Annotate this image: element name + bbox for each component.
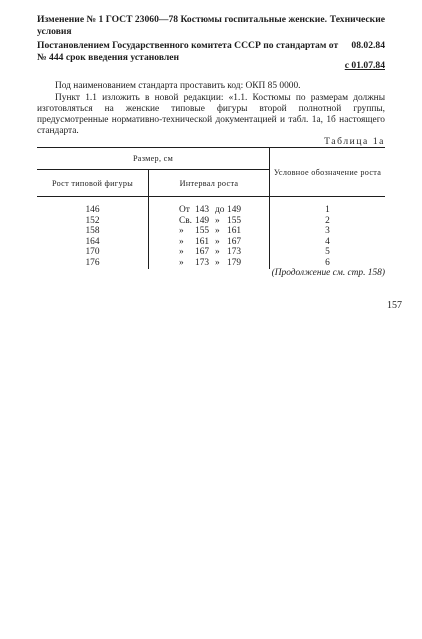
cell-height: 152: [37, 216, 149, 227]
header-height-code: Условное обозначение роста: [270, 148, 386, 197]
table-row: [37, 247, 385, 258]
interval-to: 161: [227, 226, 242, 237]
table-title: Таблица 1а: [324, 137, 385, 147]
paragraph-clause-text: Пункт 1.1 изложить в новой редакции: «1.1. Костюмы по размерам должны изготовляться на женские типовые фигуры второй полнотной группы, предусмотренные нормативно-технической документацией и табл. 1а, 1б настоящего стандарта.: [37, 92, 385, 137]
cell-code: 1: [270, 205, 386, 216]
interval-prefix: »: [179, 247, 184, 258]
interval-to: 149: [227, 205, 242, 215]
interval-sep: »: [215, 257, 220, 268]
cell-interval: [149, 205, 270, 216]
table-row: [37, 216, 385, 227]
interval-from: 173: [195, 257, 210, 268]
cell-height: 146: [37, 205, 149, 216]
interval-from: 167: [195, 247, 210, 258]
interval-to: 155: [227, 215, 242, 226]
interval-prefix: »: [179, 257, 184, 268]
table-row: [37, 258, 385, 269]
interval-to: 173: [227, 247, 242, 258]
cell-interval: [149, 237, 270, 248]
resolution-line2: [37, 52, 385, 64]
interval-sep: до: [215, 205, 225, 215]
cell-interval: [149, 258, 270, 269]
cell-height: 158: [37, 226, 149, 237]
amendment-title-cont: условия: [37, 25, 72, 37]
interval-prefix: От: [179, 205, 190, 215]
interval-from: 149: [195, 215, 210, 226]
amendment-title-end: Технические: [329, 14, 385, 25]
interval-to: 179: [227, 257, 242, 268]
cell-height: 176: [37, 258, 149, 269]
paragraph-code-text: Под наименованием стандарта проставить код: ОКП 85 0000.: [55, 81, 301, 91]
interval-sep: »: [215, 236, 220, 247]
paragraph-clause: [37, 93, 385, 138]
cell-code: 3: [270, 226, 386, 237]
cell-code: 2: [270, 216, 386, 227]
interval-prefix: »: [179, 226, 184, 237]
table-row: [37, 226, 385, 237]
interval-prefix: Св.: [179, 215, 193, 226]
amendment-title-line2: [37, 26, 385, 38]
table-row: [37, 205, 385, 216]
amendment-title-line1: [37, 14, 385, 26]
interval-from: 161: [195, 236, 210, 247]
size-table: [37, 147, 385, 269]
cell-code: 6: [270, 258, 386, 269]
header-height-interval: Интервал роста: [149, 170, 270, 197]
effective-date: с 01.07.84: [344, 60, 385, 71]
interval-prefix: »: [179, 236, 184, 247]
cell-height: 170: [37, 247, 149, 258]
cell-code: 4: [270, 237, 386, 248]
interval-sep: »: [215, 226, 220, 237]
page-number: 157: [387, 300, 402, 311]
cell-height: 164: [37, 237, 149, 248]
paragraph-code: [37, 81, 385, 92]
interval-sep: »: [215, 247, 220, 258]
interval-from: 155: [195, 226, 210, 237]
header-size: Размер, см: [37, 148, 270, 170]
cell-code: 5: [270, 247, 386, 258]
cell-interval: [149, 247, 270, 258]
resolution-line1: [37, 40, 385, 52]
cell-interval: [149, 226, 270, 237]
resolution-number: № 444 срок введения установлен: [37, 51, 180, 63]
header-typical-height: Рост типовой фигуры: [37, 170, 149, 197]
amendment-title: Изменение № 1 ГОСТ 23060—78 Костюмы госпитальные женские.: [37, 14, 327, 25]
resolution-date: 08.02.84: [351, 40, 385, 51]
interval-from: 143: [195, 205, 210, 215]
table-row: [37, 237, 385, 248]
interval-sep: »: [215, 215, 220, 226]
cell-interval: [149, 216, 270, 227]
continuation-note: (Продолжение см. стр. 158): [271, 268, 385, 278]
interval-to: 167: [227, 236, 242, 247]
resolution-text: Постановлением Государственного комитета СССР по стандартам от: [37, 40, 339, 51]
